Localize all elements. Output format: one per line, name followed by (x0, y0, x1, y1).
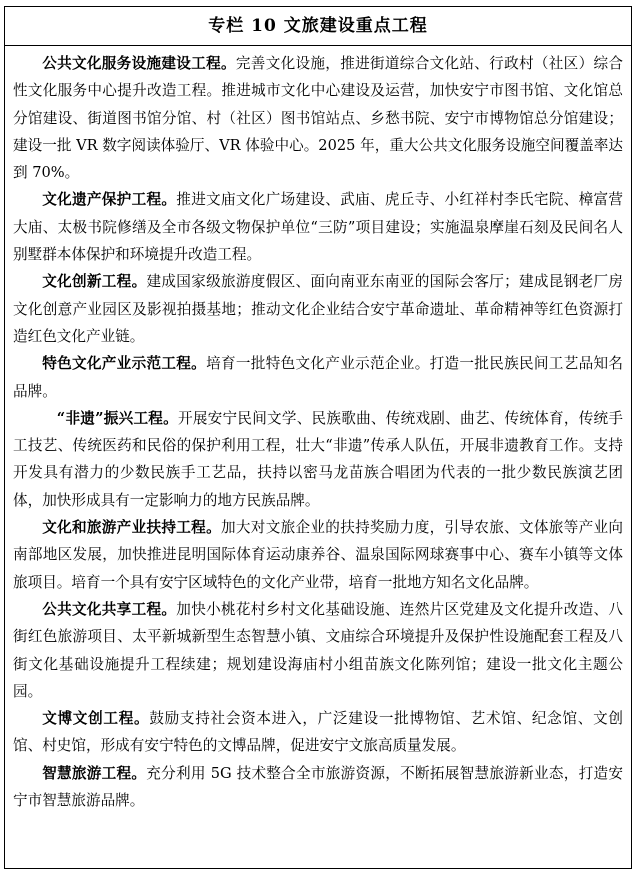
section-body: 建成国家级旅游度假区、面向南亚东南亚的国际会客厅；建成昆钢老厂房文化创意产业园区及影视拍摄基地；推动文化企业结合安宁革命遗址、革命精神等红色资源打造红色文化产业链。 (13, 273, 623, 345)
section-museum-creative (13, 705, 623, 760)
section-featured-industry (13, 350, 623, 405)
section-body: 鼓励支持社会资本进入，广泛建设一批博物馆、艺术馆、纪念馆、文创馆、村史馆，形成有安宁特色的文博品牌，促进安宁文旅高质量发展。 (13, 710, 623, 755)
section-heading: 文化创新工程。 (42, 273, 147, 291)
section-culture-innovation (13, 268, 623, 350)
section-heading: 文化遗产保护工程。 (42, 191, 177, 209)
section-intangible-heritage (13, 405, 623, 514)
section-body: 培育一批特色文化产业示范企业。打造一批民族民间工艺品知名品牌。 (13, 355, 623, 400)
section-heading: 文博文创工程。 (42, 710, 150, 728)
section-culture-sharing (13, 596, 623, 705)
section-smart-tourism (13, 760, 623, 815)
project-column-box (4, 6, 632, 869)
section-industry-support (13, 514, 623, 596)
section-heading: 特色文化产业示范工程。 (42, 355, 207, 373)
section-heading: 智慧旅游工程。 (42, 764, 147, 782)
section-body: 开展安宁民间文学、民族歌曲、传统戏剧、曲艺、传统体育，传统手工技艺、传统医药和民俗的保护利用工程，壮大“非遗”传承人队伍，开展非遗教育工作。支持开发具有潜力的少数民族手工艺品，扶持以密马龙苗族合唱团为代表的一批少数民族演艺团体，加快形成具有一定影响力的地方民族品牌。 (13, 409, 623, 509)
section-heritage-protection (13, 186, 623, 268)
section-public-culture-facilities (13, 50, 623, 186)
section-heading: 公共文化服务设施建设工程。 (42, 55, 236, 72)
section-body: 加快小桃花村乡村文化基础设施、连然片区党建及文化提升改造、八街红色旅游项目、太平新城新型生态智慧小镇、文庙综合环境提升及保护性设施配套工程及八街文化基础设施提升工程续建；规划建设海庙村小组苗族文化陈列馆；建设一批文化主题公园。 (13, 600, 623, 700)
section-heading: 公共文化共享工程。 (42, 600, 177, 618)
section-heading: 文化和旅游产业扶持工程。 (42, 519, 221, 537)
section-body: 加大对文旅企业的扶持奖励力度，引导农旅、文体旅等产业向南部地区发展，加快推进昆明国际体育运动康养谷、温泉国际网球赛事中心、赛车小镇等文体旅项目。培育一个具有安宁区域特色的文化产业带，培育一批地方知名文化品牌。 (13, 519, 623, 591)
section-body: 推进文庙文化广场建设、武庙、虎丘寺、小红祥村李氏宅院、樟富营大庙、太极书院修缮及全市各级文物保护单位“三防”项目建设；实施温泉摩崖石刻及民间名人别墅群本体保护和环境提升改造工程。 (13, 191, 623, 264)
column-content (5, 46, 631, 814)
section-heading: “非遗”振兴工程。 (56, 409, 178, 427)
section-body: 完善文化设施，推进街道综合文化站、行政村（社区）综合性文化服务中心提升改造工程。推进城市文化中心建设及运营，加快安宁市图书馆、文化馆总分馆建设、街道图书馆分馆、村（社区）图书馆站点、乡愁书院、安宁市博物馆总分馆建设；建设一批 VR 数字阅读体验厅、VR 体验中心。2025 年，重大公共文化服务设施空间覆盖率达到 70%。 (13, 55, 623, 182)
column-title: 专栏 10 文旅建设重点工程 (5, 7, 631, 46)
section-body: 充分利用 5G 技术整合全市旅游资源，不断拓展智慧旅游新业态，打造安宁市智慧旅游品牌。 (13, 764, 623, 810)
